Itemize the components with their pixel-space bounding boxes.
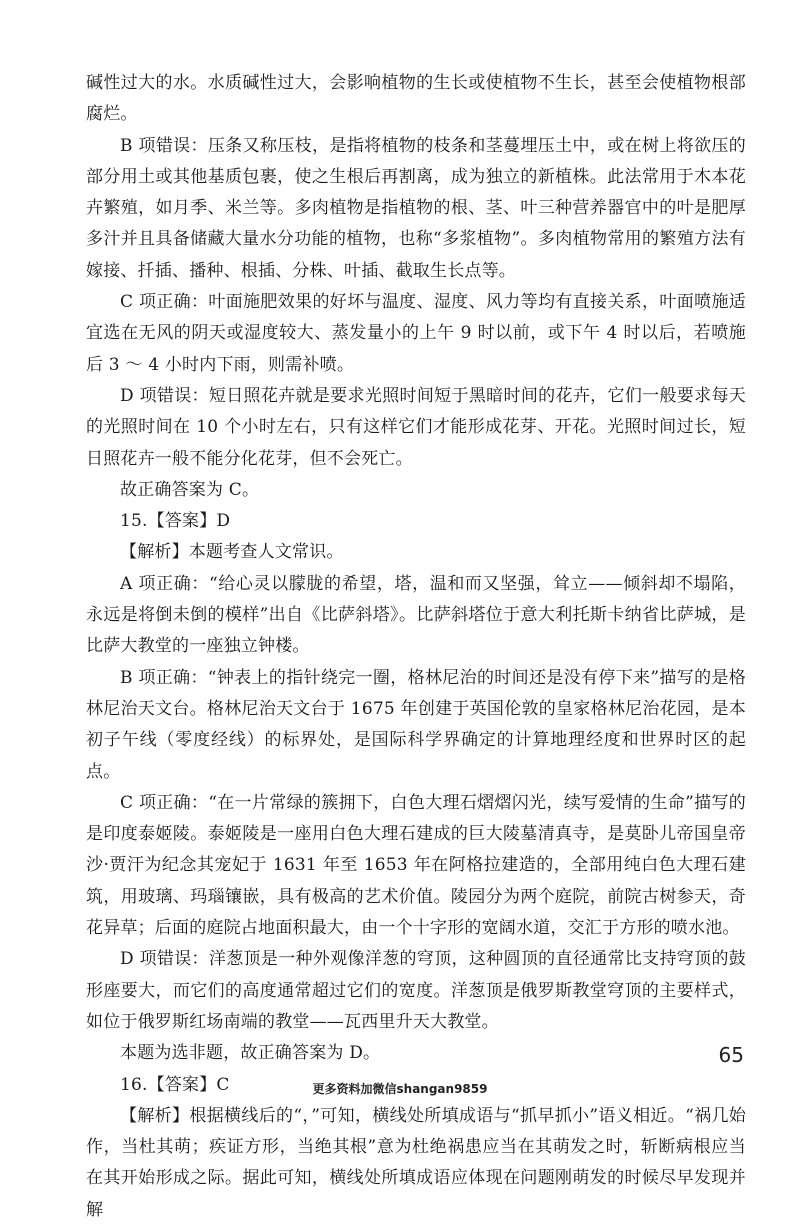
answer-conclusion-15: 本题为选非题，故正确答案为 D。: [120, 1043, 381, 1064]
paragraph-option-b-2: B 项正确：“钟表上的指针绕完一圈，格林尼治的时间还是没有停下来”描写的是格林尼治天文台。格林尼治天文台于 1675 年创建于英国伦敦的皇家格林尼治花园，是本初子午线（零度经线）的标界处，是国际科学界确定的计算地理经度和世界时区的起点。: [86, 667, 746, 782]
footer-note: 更多资料加微信shangan9859: [312, 1082, 488, 1096]
paragraph-option-c-1: C 项正确：叶面施肥效果的好坏与温度、湿度、风力等均有直接关系，叶面喷施适宜选在无风的阴天或湿度较大、蒸发量小的上午 9 时以前，或下午 4 时以后，若喷施后 3 ～ 4 小时内下雨，则需补喷。: [86, 292, 746, 375]
question-16-analysis: 【解析】根据横线后的“，”可知，横线处所填成语与“抓早抓小”语义相近。“祸几始作，当杜其萌；疾证方形，当绝其根”意为杜绝祸患应当在其萌发之时，斩断病根应当在其开始形成之际。据此可知，横线处所填成语应体现在问题刚萌发的时候尽早发现并解: [86, 1105, 746, 1220]
page-number: 65: [718, 1043, 744, 1067]
paragraph-p1: 碱性过大的水。水质碱性过大，会影响植物的生长或使植物不生长，甚至会使植物根部腐烂。: [86, 73, 746, 125]
question-15-answer: 15.【答案】D: [120, 511, 231, 532]
paragraph-option-d-2: D 项错误：洋葱顶是一种外观像洋葱的穹顶，这种圆顶的直径通常比支持穹顶的鼓形座要大，而它们的高度通常超过它们的宽度。洋葱顶是俄罗斯教堂穹顶的主要样式，如位于俄罗斯红场南端的教堂——瓦西里升天大教堂。: [86, 949, 746, 1032]
paragraph-option-a-2: A 项正确：“给心灵以朦胧的希望，塔，温和而又坚强，耸立——倾斜却不塌陷，永远是将倒未倒的模样”出自《比萨斜塔》。比萨斜塔位于意大利托斯卡纳省比萨城，是比萨大教堂的一座独立钟楼。: [86, 573, 746, 657]
paragraph-option-d-1: D 项错误：短日照花卉就是要求光照时间短于黑暗时间的花卉，它们一般要求每天的光照时间在 10 个小时左右，只有这样它们才能形成花芽、开花。光照时间过长，短日照花卉一般不能分化花芽，但不会死亡。: [86, 385, 746, 469]
question-16-answer: 16.【答案】C: [120, 1074, 230, 1095]
question-15-analysis-intro: 【解析】本题考查人文常识。: [120, 542, 344, 563]
answer-conclusion-14: 故正确答案为 C。: [120, 479, 260, 500]
paragraph-option-c-2: C 项正确：“在一片常绿的簇拥下，白色大理石熠熠闪光，续写爱情的生命”描写的是印度泰姬陵。泰姬陵是一座用白色大理石建成的巨大陵墓清真寺，是莫卧儿帝国皇帝沙·贾汗为纪念其宠妃于 1631 年至 1653 年在阿格拉建造的，全部用纯白色大理石建筑，用玻璃、玛瑙镶嵌，具有极高的艺术价值。陵园分为两个庭院，前院古树参天，奇花异草；后面的庭院占地面积最大，由一个十字形的宽阔水道，交汇于方形的喷水池。: [86, 792, 746, 939]
paragraph-option-b-1: B 项错误：压条又称压枝，是指将植物的枝条和茎蔓埋压土中，或在树上将欲压的部分用土或其他基质包裹，使之生根后再割离，成为独立的新植株。此法常用于木本花卉繁殖，如月季、米兰等。多肉植物是指植物的根、茎、叶三种营养器官中的叶是肥厚多汁并且具备储藏大量水分功能的植物，也称“多浆植物”。多肉植物常用的繁殖方法有嫁接、扦插、播种、根插、分株、叶插、截取生长点等。: [86, 135, 746, 281]
body-text: [86, 68, 746, 1226]
